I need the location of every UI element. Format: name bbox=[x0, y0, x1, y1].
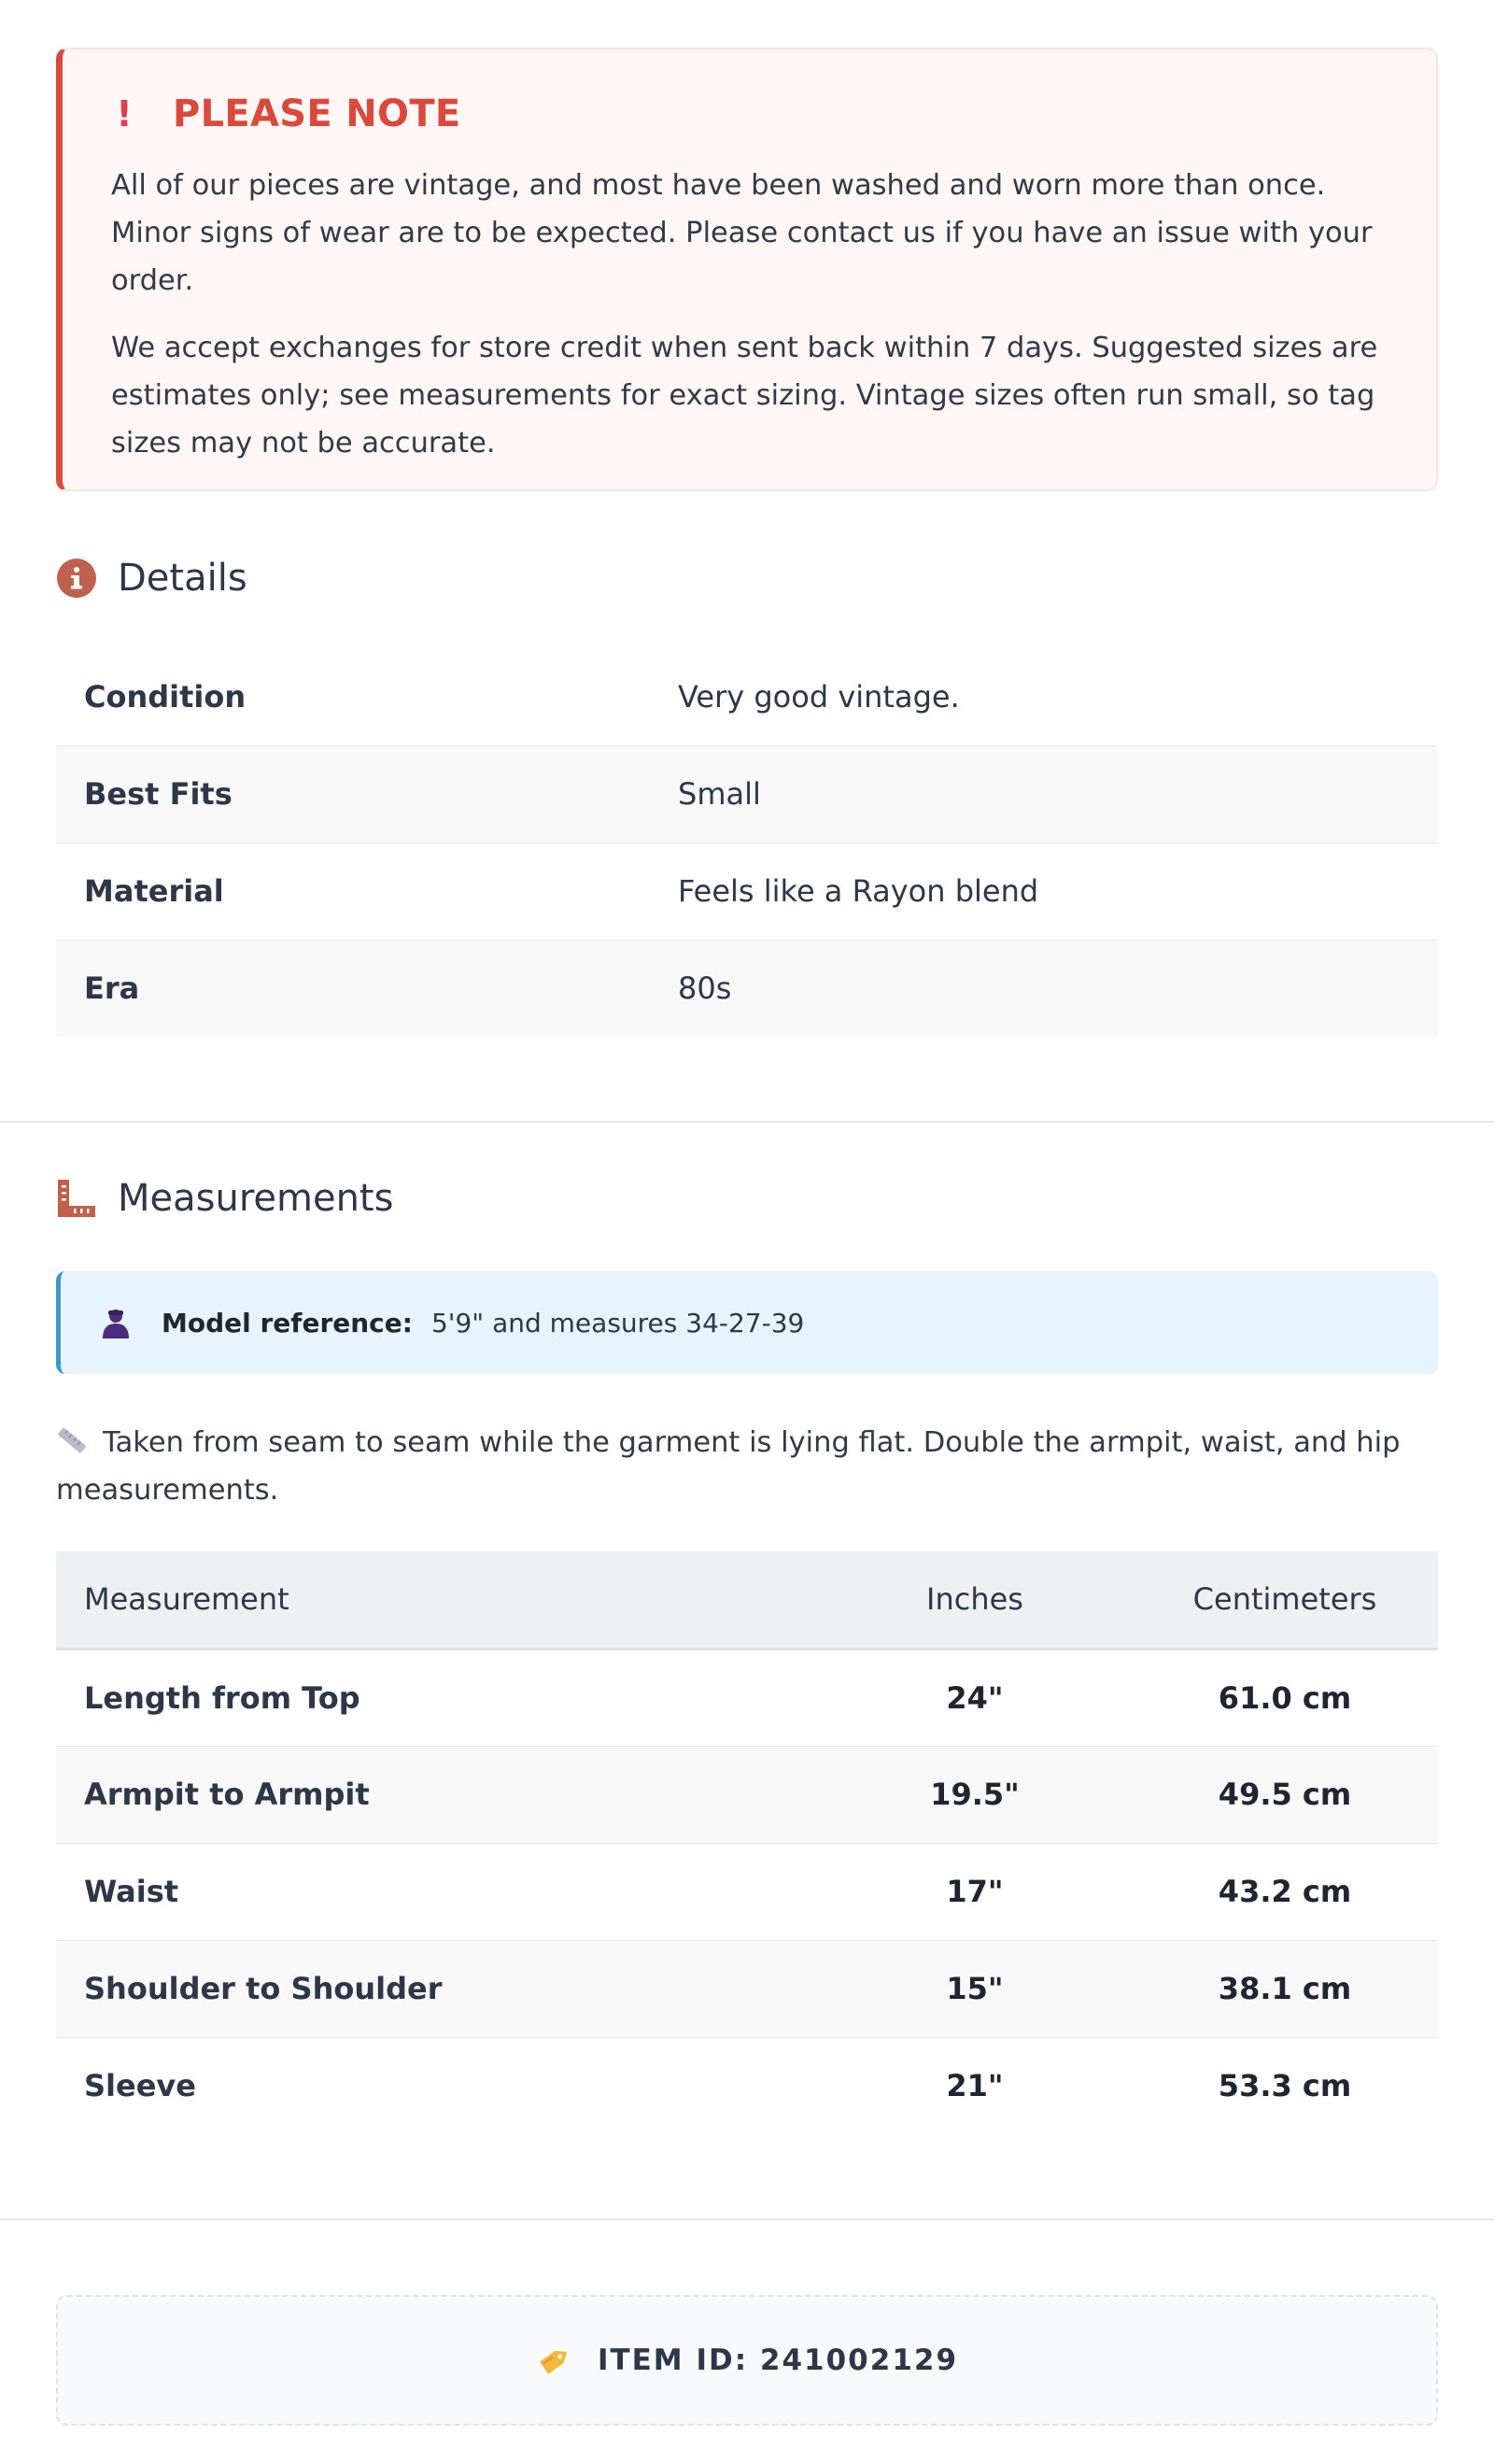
measurement-cm: 53.3 cm bbox=[1218, 2068, 1352, 2104]
detail-label: Material bbox=[84, 873, 224, 909]
measurement-inches: 21" bbox=[946, 2068, 1004, 2104]
details-header bbox=[56, 557, 1438, 600]
notice-title: PLEASE NOTE bbox=[173, 92, 461, 135]
model-reference-box bbox=[56, 1271, 1438, 1374]
measurement-cm: 49.5 cm bbox=[1132, 1746, 1438, 1843]
detail-label: Condition bbox=[84, 678, 247, 715]
details-table bbox=[56, 648, 1438, 1037]
person-icon bbox=[100, 1307, 132, 1338]
model-reference-label: Model reference: bbox=[162, 1307, 413, 1338]
measurement-name: Length from Top bbox=[56, 1649, 818, 1746]
measurement-name: Sleeve bbox=[84, 2068, 196, 2104]
column-header-centimeters: Centimeters bbox=[1132, 1551, 1438, 1649]
measurement-inches: 15" bbox=[818, 1940, 1132, 2037]
measurement-inches: 19.5" bbox=[818, 1746, 1132, 1843]
detail-label: Era bbox=[84, 970, 140, 1007]
table-row bbox=[56, 1843, 1438, 1940]
measurement-cm: 61.0 cm bbox=[1132, 1649, 1438, 1746]
table-row bbox=[56, 648, 1438, 745]
table-row bbox=[56, 1649, 1438, 1746]
detail-value: Small bbox=[678, 776, 761, 812]
section-divider bbox=[0, 1121, 1494, 1123]
measurement-name: Armpit to Armpit bbox=[56, 1746, 818, 1843]
table-row bbox=[56, 745, 1438, 843]
measurement-inches: 24" bbox=[818, 1649, 1132, 1746]
table-row bbox=[56, 2037, 1438, 2134]
detail-label: Best Fits bbox=[84, 776, 233, 812]
table-row bbox=[56, 1746, 1438, 1843]
detail-value: Very good vintage. bbox=[678, 678, 960, 715]
measurement-inches: 17" bbox=[818, 1843, 1132, 1940]
notice-paragraph-2: We accept exchanges for store credit when sent back within 7 days. Suggested sizes are estimates only; see measurements for exact sizing. Vintage sizes often run small, so tag sizes may not be accurate. bbox=[111, 332, 1378, 460]
straight-ruler-icon bbox=[56, 1426, 88, 1454]
table-row bbox=[56, 843, 1438, 940]
exclamation-icon: ! bbox=[116, 93, 133, 135]
measurements-title: Measurements bbox=[118, 1177, 394, 1220]
table-header-row bbox=[56, 1551, 1438, 1649]
ruler-icon bbox=[56, 1178, 97, 1219]
model-reference-value: 5'9" and measures 34-27-39 bbox=[430, 1307, 805, 1338]
measurement-cm: 43.2 cm bbox=[1132, 1843, 1438, 1940]
info-circle-icon bbox=[56, 558, 97, 599]
measurements-table bbox=[56, 1551, 1438, 2134]
tag-icon bbox=[536, 2342, 573, 2379]
measurement-name: Shoulder to Shoulder bbox=[56, 1940, 818, 2037]
measurement-name: Waist bbox=[56, 1843, 818, 1940]
column-header-inches: Inches bbox=[818, 1551, 1132, 1649]
item-id-box bbox=[56, 2295, 1438, 2426]
measurement-cm: 38.1 cm bbox=[1132, 1940, 1438, 2037]
notice-paragraph-1: All of our pieces are vintage, and most have been washed and worn more than once. Minor signs of wear are to be expected. Please contact us if you have an issue with your order. bbox=[111, 169, 1373, 297]
item-id-text: ITEM ID: 241002129 bbox=[597, 2344, 959, 2377]
please-note-box bbox=[56, 48, 1438, 491]
section-divider bbox=[0, 2218, 1494, 2220]
notice-header bbox=[111, 92, 1389, 135]
column-header-measurement: Measurement bbox=[56, 1551, 818, 1649]
table-row bbox=[56, 1940, 1438, 2037]
measurement-note bbox=[56, 1419, 1438, 1514]
detail-value: Feels like a Rayon blend bbox=[678, 873, 1039, 909]
detail-value: 80s bbox=[678, 970, 732, 1007]
table-row bbox=[56, 940, 1438, 1037]
measurement-note-text: Taken from seam to seam while the garment is lying flat. Double the armpit, waist, and hip measurements. bbox=[56, 1426, 1401, 1507]
measurements-header bbox=[56, 1177, 1438, 1220]
details-title: Details bbox=[118, 557, 247, 600]
